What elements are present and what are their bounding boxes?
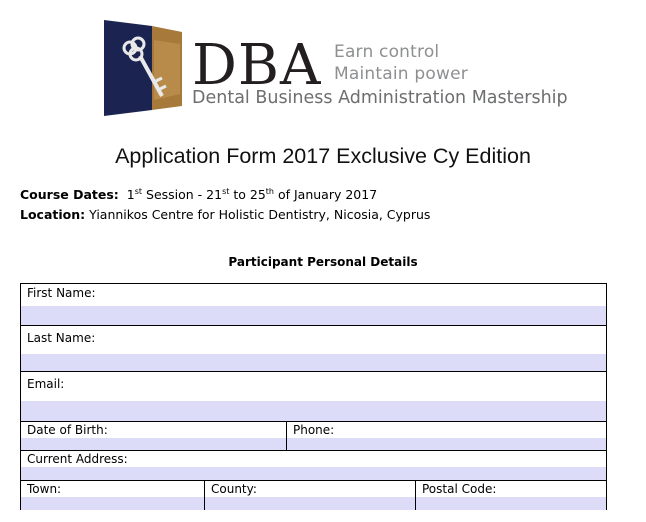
course-location-value: Yiannikos Centre for Holistic Dentistry, Nicosia, Cyprus [89,207,431,222]
logo-brand-text: DBA [192,33,322,98]
personal-details-form [20,283,607,510]
first-name-input[interactable] [21,306,606,325]
postal-code-input[interactable] [416,497,606,510]
first-name-row [21,284,606,325]
form-title: Application Form 2017 Exclusive Cy Edition [115,144,531,168]
dob-phone-row [21,421,606,451]
section-title: Participant Personal Details [228,255,418,269]
course-dates [20,187,377,202]
county-label: County: [211,482,257,496]
town-field[interactable] [21,481,204,510]
logo-subtitle: Dental Business Administration Mastership [192,88,568,108]
phone-field[interactable] [286,422,606,451]
town-input[interactable] [21,497,204,510]
postal-code-field[interactable] [415,481,606,510]
current-address-row [21,450,606,481]
current-address-label: Current Address: [27,452,128,466]
last-name-label: Last Name: [27,331,96,345]
course-location-label: Location: [20,207,86,222]
town-county-postal-row [21,480,606,510]
logo-tagline-1: Earn control [334,42,440,62]
course-dates-label: Course Dates: [20,187,119,202]
dba-logo [104,20,568,120]
current-address-field[interactable] [21,451,606,481]
date-of-birth-field[interactable] [21,422,286,451]
town-label: Town: [27,482,62,496]
first-name-field[interactable] [21,284,606,325]
postal-code-label: Postal Code: [422,482,497,496]
first-name-label: First Name: [27,286,96,300]
county-input[interactable] [205,497,416,510]
phone-label: Phone: [293,423,335,437]
last-name-row [21,325,606,372]
last-name-input[interactable] [21,354,606,372]
county-field[interactable] [204,481,416,510]
course-location [20,207,430,222]
logo-tagline-2: Maintain power [334,64,468,84]
email-row [21,371,606,422]
current-address-input[interactable] [21,467,606,481]
date-of-birth-label: Date of Birth: [27,423,108,437]
email-input[interactable] [21,401,606,422]
last-name-field[interactable] [21,326,606,372]
email-label: Email: [27,377,65,391]
email-field[interactable] [21,372,606,422]
door-key-icon [104,20,186,116]
course-dates-value: 1st Session - 21st to 25th of January 2017 [126,187,378,202]
